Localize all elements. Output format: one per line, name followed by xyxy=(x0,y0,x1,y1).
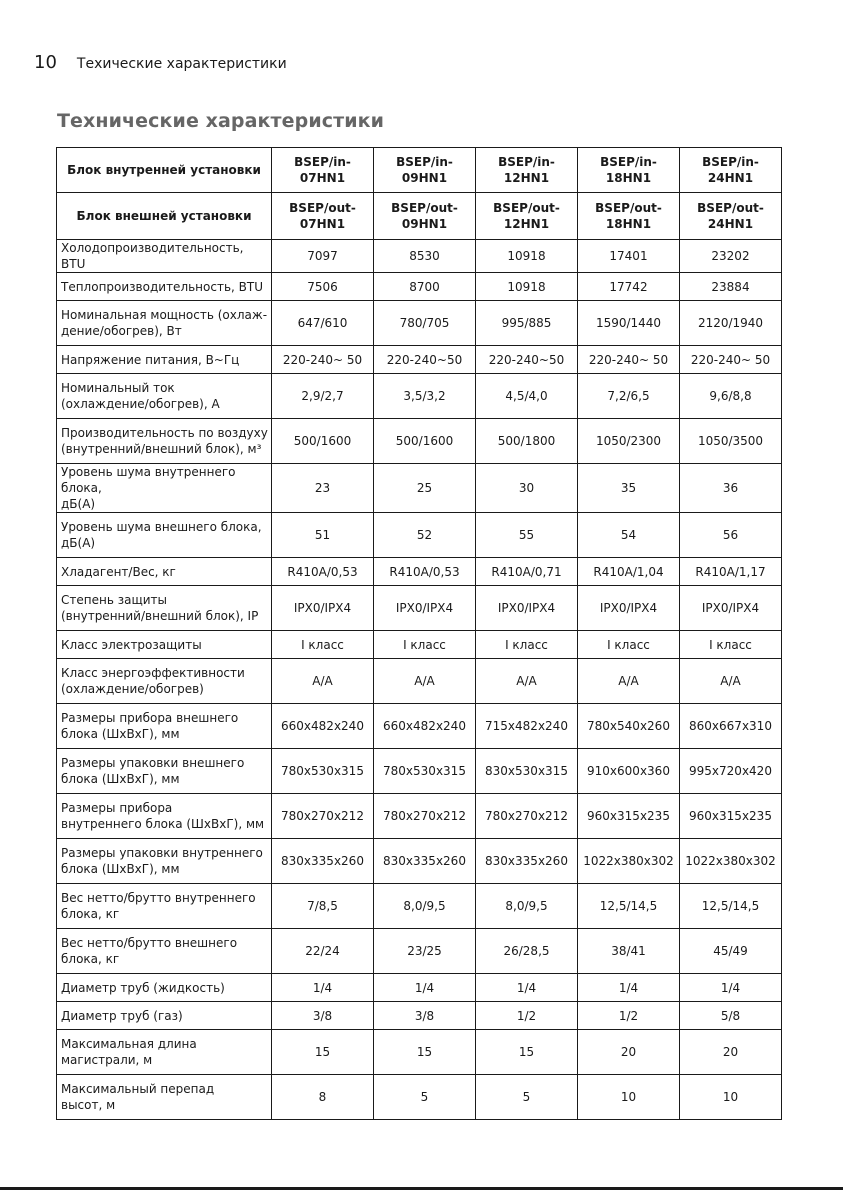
value-cell: 23 xyxy=(272,464,374,513)
parameter-label: Максимальный перепад высот, м xyxy=(57,1075,272,1120)
parameter-label: Размеры прибора внутреннего блока (ШхВхГ), мм xyxy=(57,794,272,839)
value-cell: IPX0/IPX4 xyxy=(374,586,476,631)
value-cell: 20 xyxy=(578,1030,680,1075)
spec-row xyxy=(57,374,782,419)
value-cell: A/A xyxy=(272,659,374,704)
spec-row xyxy=(57,464,782,513)
spec-row xyxy=(57,240,782,273)
indoor-model-cell: BSEP/in-09HN1 xyxy=(374,148,476,193)
value-cell: 25 xyxy=(374,464,476,513)
spec-row xyxy=(57,586,782,631)
value-cell: 500/1800 xyxy=(476,419,578,464)
spec-row xyxy=(57,884,782,929)
value-cell: A/A xyxy=(476,659,578,704)
value-cell: 1590/1440 xyxy=(578,301,680,346)
indoor-model-row xyxy=(57,148,782,193)
indoor-model-cell: BSEP/in-12HN1 xyxy=(476,148,578,193)
value-cell: 830x530x315 xyxy=(476,749,578,794)
value-cell: 220-240~ 50 xyxy=(272,346,374,374)
value-cell: 780x530x315 xyxy=(374,749,476,794)
value-cell: 780x530x315 xyxy=(272,749,374,794)
value-cell: 8530 xyxy=(374,240,476,273)
value-cell: 17742 xyxy=(578,273,680,301)
parameter-label: Уровень шума внутреннего блока, дБ(А) xyxy=(57,464,272,513)
value-cell: 52 xyxy=(374,513,476,558)
value-cell: I класс xyxy=(476,631,578,659)
value-cell: 3,5/3,2 xyxy=(374,374,476,419)
value-cell: 36 xyxy=(680,464,782,513)
parameter-label: Хладагент/Вес, кг xyxy=(57,558,272,586)
indoor-model-cell: BSEP/in-07HN1 xyxy=(272,148,374,193)
value-cell: 1/4 xyxy=(578,974,680,1002)
value-cell: 15 xyxy=(374,1030,476,1075)
parameter-label: Номинальный ток (охлаждение/обогрев), А xyxy=(57,374,272,419)
value-cell: 8,0/9,5 xyxy=(476,884,578,929)
spec-row xyxy=(57,749,782,794)
outdoor-model-cell: BSEP/out- 24HN1 xyxy=(680,193,782,240)
spec-row xyxy=(57,558,782,586)
value-cell: 780x270x212 xyxy=(476,794,578,839)
parameter-label: Номинальная мощность (охлаж- дение/обогрев), Вт xyxy=(57,301,272,346)
spec-row xyxy=(57,659,782,704)
value-cell: 10 xyxy=(680,1075,782,1120)
value-cell: 960x315x235 xyxy=(578,794,680,839)
value-cell: 960x315x235 xyxy=(680,794,782,839)
value-cell: 1/4 xyxy=(374,974,476,1002)
value-cell: R410A/0,71 xyxy=(476,558,578,586)
value-cell: 220-240~50 xyxy=(476,346,578,374)
value-cell: 830x335x260 xyxy=(272,839,374,884)
value-cell: A/A xyxy=(374,659,476,704)
value-cell: A/A xyxy=(680,659,782,704)
value-cell: 54 xyxy=(578,513,680,558)
value-cell: 7/8,5 xyxy=(272,884,374,929)
value-cell: 660x482x240 xyxy=(272,704,374,749)
value-cell: 830x335x260 xyxy=(374,839,476,884)
value-cell: 780x540x260 xyxy=(578,704,680,749)
value-cell: 35 xyxy=(578,464,680,513)
spec-row xyxy=(57,1075,782,1120)
value-cell: 23884 xyxy=(680,273,782,301)
value-cell: 23202 xyxy=(680,240,782,273)
parameter-label: Вес нетто/брутто внешнего блока, кг xyxy=(57,929,272,974)
spec-row xyxy=(57,1002,782,1030)
spec-row xyxy=(57,301,782,346)
value-cell: 7,2/6,5 xyxy=(578,374,680,419)
spec-row xyxy=(57,794,782,839)
value-cell: 8,0/9,5 xyxy=(374,884,476,929)
spec-row xyxy=(57,839,782,884)
spec-row xyxy=(57,974,782,1002)
value-cell: 10918 xyxy=(476,273,578,301)
value-cell: 2120/1940 xyxy=(680,301,782,346)
value-cell: 26/28,5 xyxy=(476,929,578,974)
value-cell: I класс xyxy=(374,631,476,659)
value-cell: A/A xyxy=(578,659,680,704)
value-cell: 20 xyxy=(680,1030,782,1075)
spec-row xyxy=(57,704,782,749)
value-cell: 17401 xyxy=(578,240,680,273)
value-cell: 51 xyxy=(272,513,374,558)
value-cell: I класс xyxy=(578,631,680,659)
value-cell: 10 xyxy=(578,1075,680,1120)
value-cell: I класс xyxy=(680,631,782,659)
parameter-label: Уровень шума внешнего блока, дБ(А) xyxy=(57,513,272,558)
value-cell: 5 xyxy=(476,1075,578,1120)
value-cell: 220-240~50 xyxy=(374,346,476,374)
value-cell: 995x720x420 xyxy=(680,749,782,794)
value-cell: R410A/1,17 xyxy=(680,558,782,586)
value-cell: 56 xyxy=(680,513,782,558)
outdoor-model-row xyxy=(57,193,782,240)
parameter-label: Диаметр труб (жидкость) xyxy=(57,974,272,1002)
value-cell: R410A/0,53 xyxy=(374,558,476,586)
value-cell: 8700 xyxy=(374,273,476,301)
value-cell: 30 xyxy=(476,464,578,513)
value-cell: 715x482x240 xyxy=(476,704,578,749)
value-cell: 220-240~ 50 xyxy=(578,346,680,374)
value-cell: 500/1600 xyxy=(374,419,476,464)
value-cell: 500/1600 xyxy=(272,419,374,464)
value-cell: 780/705 xyxy=(374,301,476,346)
value-cell: 1050/2300 xyxy=(578,419,680,464)
parameter-label: Размеры упаковки внутреннего блока (ШхВхГ), мм xyxy=(57,839,272,884)
value-cell: 995/885 xyxy=(476,301,578,346)
value-cell: 4,5/4,0 xyxy=(476,374,578,419)
outdoor-model-cell: BSEP/out- 12HN1 xyxy=(476,193,578,240)
value-cell: 1022x380x302 xyxy=(680,839,782,884)
parameter-label: Размеры прибора внешнего блока (ШхВхГ), мм xyxy=(57,704,272,749)
value-cell: 9,6/8,8 xyxy=(680,374,782,419)
indoor-model-cell: BSEP/in-24HN1 xyxy=(680,148,782,193)
parameter-label: Класс энергоэффективности (охлаждение/обогрев) xyxy=(57,659,272,704)
parameter-label: Холодопроизводительность, BTU xyxy=(57,240,272,273)
indoor-unit-label: Блок внутренней установки xyxy=(57,148,272,193)
section-title: Технические характеристики xyxy=(57,110,385,132)
value-cell: 220-240~ 50 xyxy=(680,346,782,374)
spec-table-body xyxy=(57,240,782,1120)
value-cell: 38/41 xyxy=(578,929,680,974)
value-cell: 15 xyxy=(272,1030,374,1075)
value-cell: 1022x380x302 xyxy=(578,839,680,884)
value-cell: 22/24 xyxy=(272,929,374,974)
parameter-label: Производительность по воздуху (внутренний/внешний блок), м³ xyxy=(57,419,272,464)
outdoor-unit-label: Блок внешней установки xyxy=(57,193,272,240)
spec-row xyxy=(57,631,782,659)
value-cell: IPX0/IPX4 xyxy=(272,586,374,631)
parameter-label: Диаметр труб (газ) xyxy=(57,1002,272,1030)
value-cell: 860x667x310 xyxy=(680,704,782,749)
value-cell: IPX0/IPX4 xyxy=(476,586,578,631)
spec-row xyxy=(57,419,782,464)
outdoor-model-cell: BSEP/out- 09HN1 xyxy=(374,193,476,240)
value-cell: 2,9/2,7 xyxy=(272,374,374,419)
value-cell: 12,5/14,5 xyxy=(680,884,782,929)
value-cell: IPX0/IPX4 xyxy=(578,586,680,631)
value-cell: 1/2 xyxy=(578,1002,680,1030)
value-cell: 3/8 xyxy=(272,1002,374,1030)
parameter-label: Степень защиты (внутренний/внешний блок), IP xyxy=(57,586,272,631)
value-cell: 1/4 xyxy=(272,974,374,1002)
page-number: 10 xyxy=(34,52,57,73)
value-cell: 910x600x360 xyxy=(578,749,680,794)
value-cell: 5/8 xyxy=(680,1002,782,1030)
value-cell: 8 xyxy=(272,1075,374,1120)
value-cell: 12,5/14,5 xyxy=(578,884,680,929)
value-cell: 7506 xyxy=(272,273,374,301)
value-cell: 1/4 xyxy=(476,974,578,1002)
value-cell: 830x335x260 xyxy=(476,839,578,884)
spec-row xyxy=(57,1030,782,1075)
value-cell: 5 xyxy=(374,1075,476,1120)
value-cell: R410A/0,53 xyxy=(272,558,374,586)
parameter-label: Вес нетто/брутто внутреннего блока, кг xyxy=(57,884,272,929)
spec-row xyxy=(57,346,782,374)
value-cell: 647/610 xyxy=(272,301,374,346)
value-cell: 55 xyxy=(476,513,578,558)
outdoor-model-cell: BSEP/out- 07HN1 xyxy=(272,193,374,240)
value-cell: 3/8 xyxy=(374,1002,476,1030)
value-cell: 780x270x212 xyxy=(374,794,476,839)
value-cell: 780x270x212 xyxy=(272,794,374,839)
parameter-label: Теплопроизводительность, BTU xyxy=(57,273,272,301)
value-cell: 15 xyxy=(476,1030,578,1075)
value-cell: R410A/1,04 xyxy=(578,558,680,586)
parameter-label: Класс электрозащиты xyxy=(57,631,272,659)
value-cell: 7097 xyxy=(272,240,374,273)
value-cell: 10918 xyxy=(476,240,578,273)
value-cell: 1/4 xyxy=(680,974,782,1002)
running-title: Техические характеристики xyxy=(76,56,287,72)
value-cell: I класс xyxy=(272,631,374,659)
value-cell: 1050/3500 xyxy=(680,419,782,464)
running-header xyxy=(34,52,287,74)
parameter-label: Напряжение питания, В~Гц xyxy=(57,346,272,374)
value-cell: 45/49 xyxy=(680,929,782,974)
spec-row xyxy=(57,929,782,974)
value-cell: 1/2 xyxy=(476,1002,578,1030)
value-cell: IPX0/IPX4 xyxy=(680,586,782,631)
value-cell: 660x482x240 xyxy=(374,704,476,749)
outdoor-model-cell: BSEP/out- 18HN1 xyxy=(578,193,680,240)
indoor-model-cell: BSEP/in-18HN1 xyxy=(578,148,680,193)
parameter-label: Максимальная длина магистрали, м xyxy=(57,1030,272,1075)
value-cell: 23/25 xyxy=(374,929,476,974)
spec-row xyxy=(57,513,782,558)
spec-table xyxy=(56,147,782,1120)
parameter-label: Размеры упаковки внешнего блока (ШхВхГ), мм xyxy=(57,749,272,794)
spec-row xyxy=(57,273,782,301)
